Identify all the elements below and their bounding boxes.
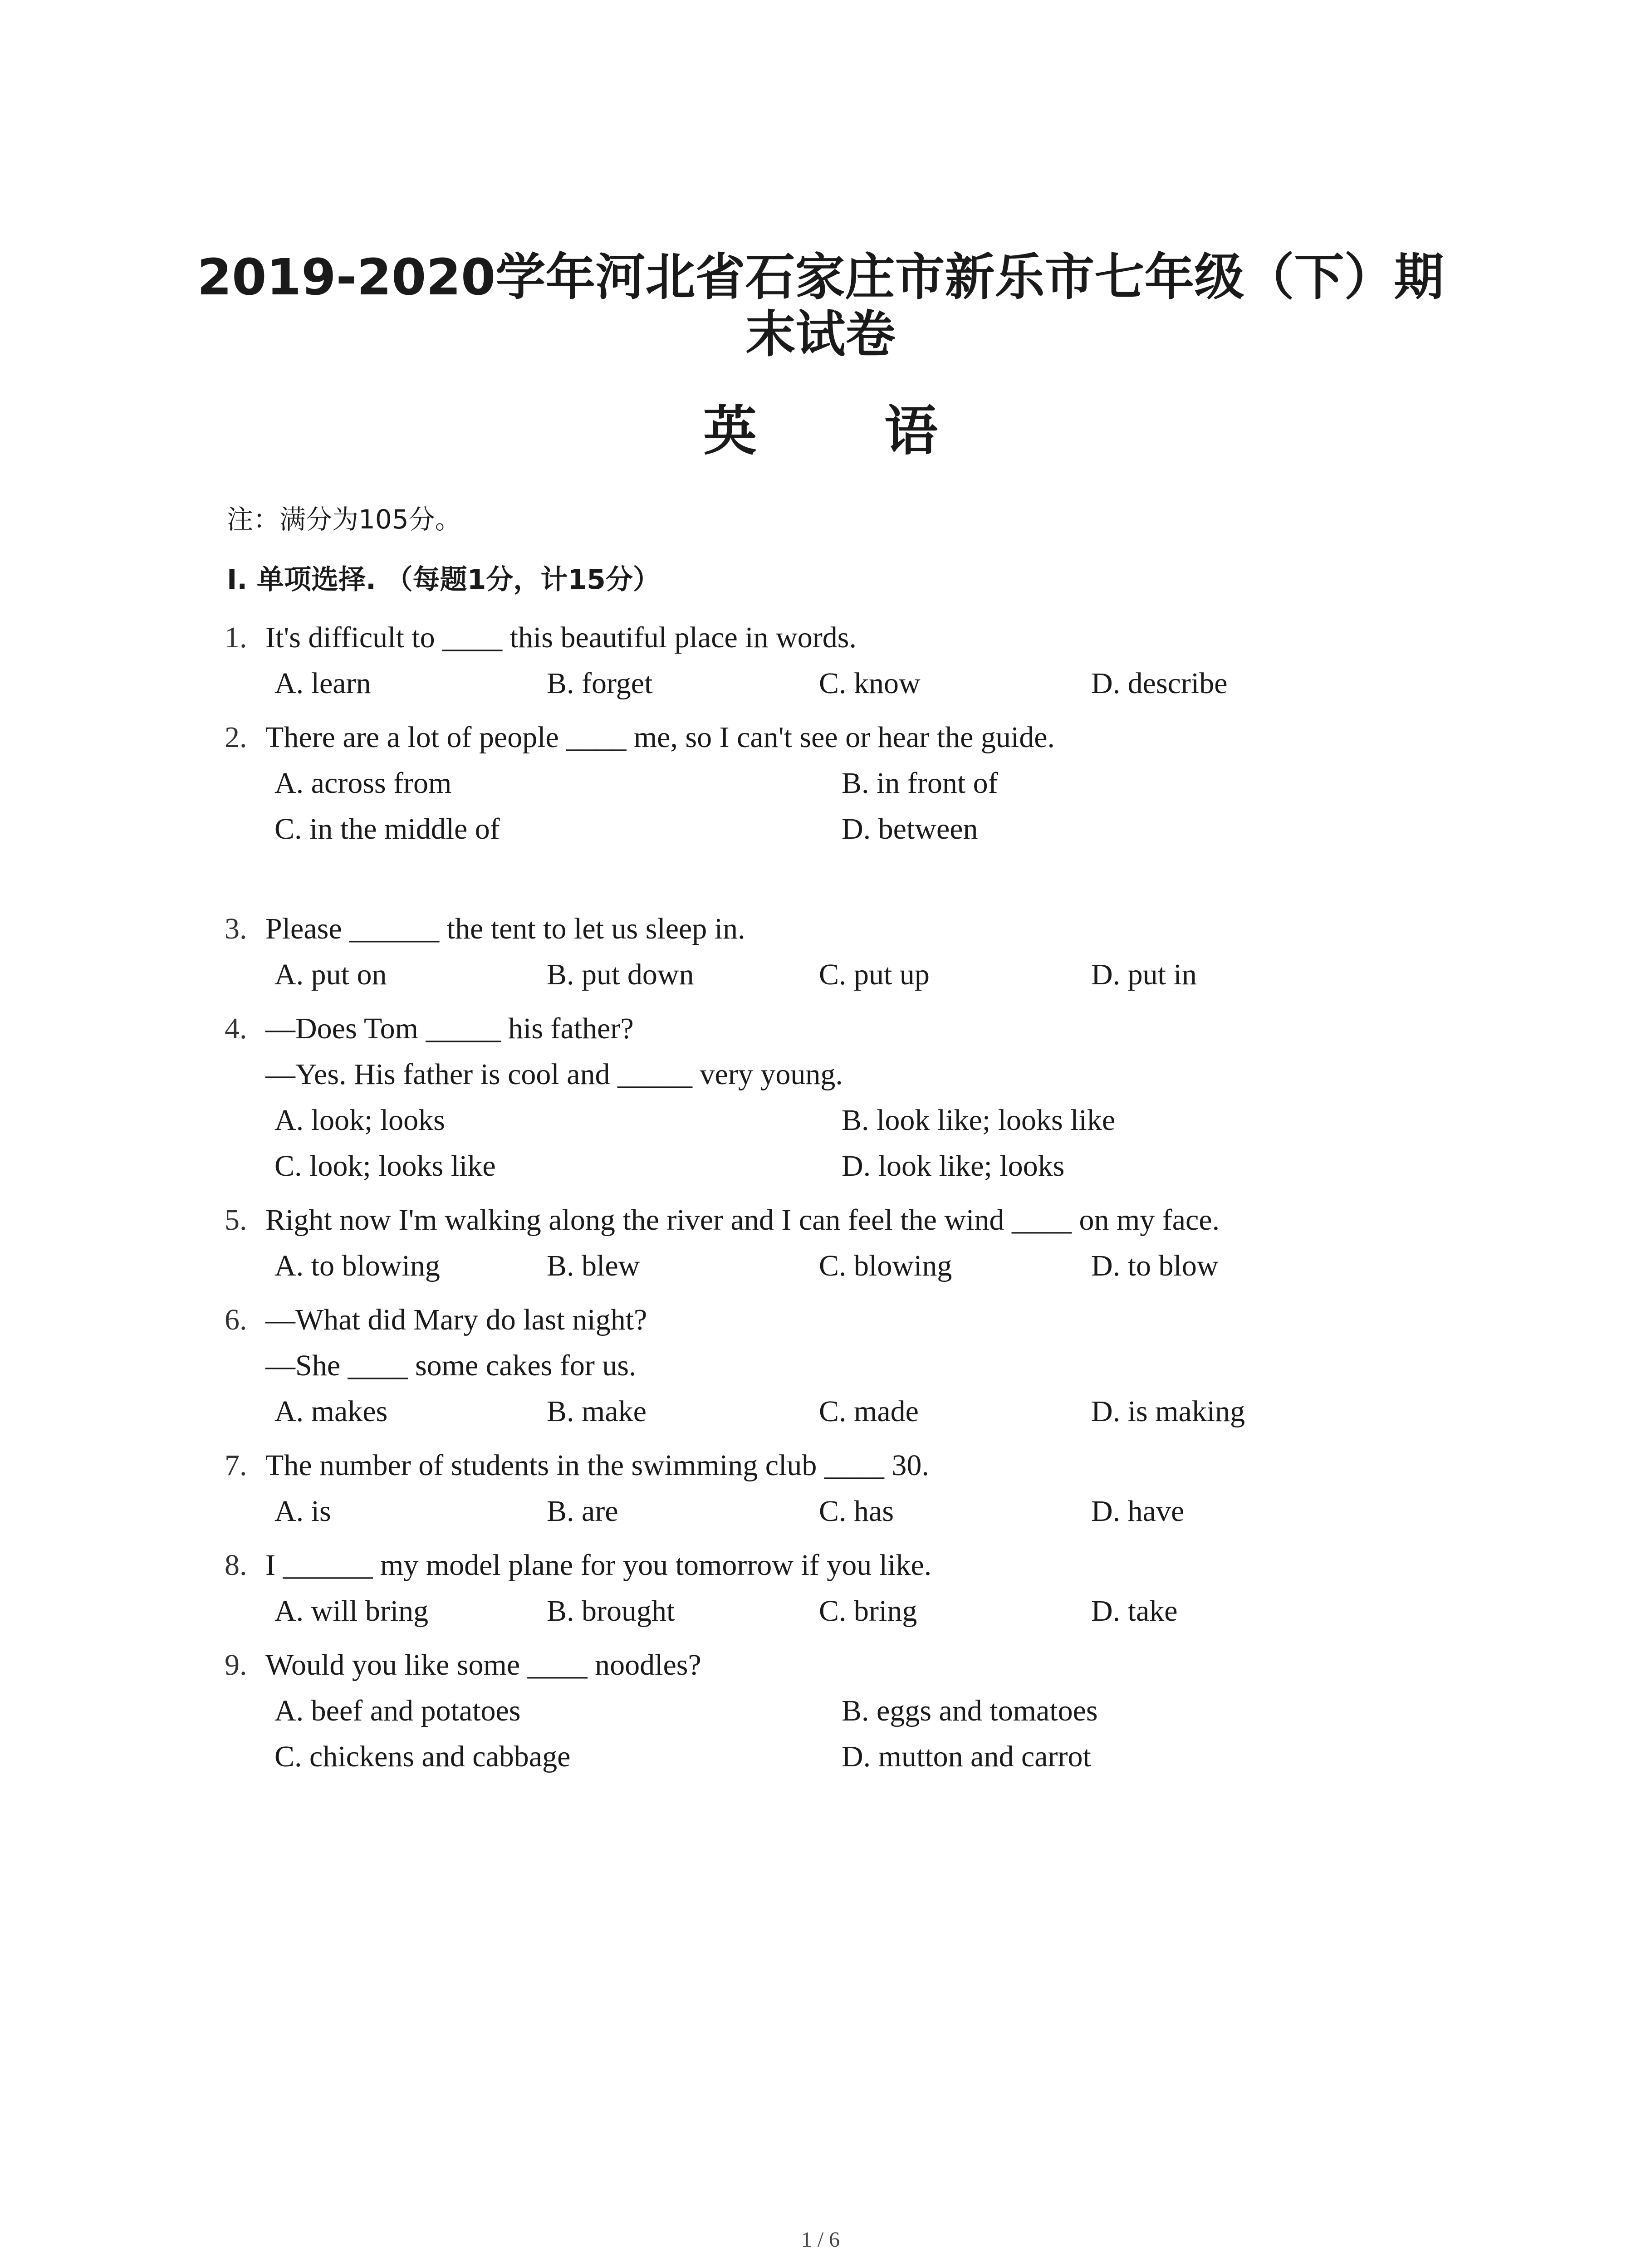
option-a: A. across from (274, 767, 452, 800)
question-6 (0, 1297, 1641, 1442)
option-d: D. describe (1091, 667, 1228, 700)
question-stem: Right now I'm walking along the river and I can feel the wind ____ on my face. (265, 1203, 1220, 1237)
option-b: B. in front of (842, 767, 998, 800)
score-note: 注：满分为105分。 (227, 504, 461, 535)
option-a: A. beef and potatoes (274, 1694, 521, 1727)
option-c: C. know (819, 667, 921, 700)
question-7 (0, 1442, 1641, 1542)
question-8 (0, 1542, 1641, 1642)
option-d: D. take (1091, 1594, 1178, 1628)
question-3 (0, 906, 1641, 1006)
option-d: D. is making (1091, 1395, 1245, 1428)
option-c: C. bring (819, 1594, 917, 1628)
question-stem: Would you like some ____ noodles? (265, 1648, 701, 1681)
option-b: B. brought (547, 1594, 675, 1628)
page-number: 1 / 6 (801, 2228, 840, 2252)
option-c: C. look; looks like (274, 1149, 496, 1183)
option-c: C. put up (819, 958, 930, 991)
question-stem: The number of students in the swimming club ____ 30. (265, 1449, 929, 1482)
option-b: B. blew (547, 1249, 640, 1282)
option-a: A. is (274, 1495, 331, 1528)
option-c: C. blowing (819, 1249, 952, 1282)
option-b: B. are (547, 1495, 618, 1528)
question-number: 1. (225, 621, 247, 654)
question-stem: I ______ my model plane for you tomorrow if you like. (265, 1549, 932, 1582)
question-list (0, 615, 1641, 1788)
option-c: C. made (819, 1395, 919, 1428)
question-number: 8. (225, 1549, 247, 1582)
option-b: B. forget (547, 667, 653, 700)
subject-title: 英 语 (703, 400, 993, 462)
option-d: D. have (1091, 1495, 1185, 1528)
option-c: C. has (819, 1495, 894, 1528)
question-4 (0, 1006, 1641, 1197)
option-a: A. learn (274, 667, 371, 700)
option-c: C. in the middle of (274, 812, 500, 846)
question-number: 7. (225, 1449, 247, 1482)
option-d: D. between (842, 812, 978, 846)
option-b: B. look like; looks like (842, 1104, 1116, 1137)
option-a: A. will bring (274, 1594, 429, 1628)
question-number: 6. (225, 1303, 247, 1336)
question-number: 4. (225, 1012, 247, 1045)
question-2 (0, 714, 1641, 906)
question-stem: Please ______ the tent to let us sleep in. (265, 912, 745, 945)
option-c: C. chickens and cabbage (274, 1740, 571, 1773)
option-d: D. put in (1091, 958, 1197, 991)
option-d: D. mutton and carrot (842, 1740, 1091, 1773)
question-stem: —What did Mary do last night? (265, 1303, 647, 1336)
question-1 (0, 615, 1641, 714)
question-stem-line-2: —She ____ some cakes for us. (265, 1349, 637, 1382)
section-heading: I. 单项选择. （每题1分，计15分） (227, 564, 660, 596)
question-stem: It's difficult to ____ this beautiful place in words. (265, 621, 857, 654)
option-d: D. to blow (1091, 1249, 1219, 1282)
option-b: B. put down (547, 958, 694, 991)
question-9 (0, 1642, 1641, 1788)
option-a: A. look; looks (274, 1104, 445, 1137)
question-number: 2. (225, 721, 247, 754)
question-number: 9. (225, 1648, 247, 1681)
option-d: D. look like; looks (842, 1149, 1065, 1183)
option-a: A. to blowing (274, 1249, 440, 1282)
question-number: 3. (225, 912, 247, 945)
question-number: 5. (225, 1203, 247, 1237)
exam-title: 2019-2020学年河北省石家庄市新乐市七年级（下）期末试卷 (197, 248, 1444, 363)
option-b: B. eggs and tomatoes (842, 1694, 1098, 1727)
option-b: B. make (547, 1395, 647, 1428)
question-stem-line-2: —Yes. His father is cool and _____ very young. (265, 1058, 843, 1091)
question-stem: —Does Tom _____ his father? (265, 1012, 634, 1045)
question-5 (0, 1197, 1641, 1297)
question-stem: There are a lot of people ____ me, so I can't see or hear the guide. (265, 721, 1055, 754)
option-a: A. put on (274, 958, 387, 991)
option-a: A. makes (274, 1395, 388, 1428)
